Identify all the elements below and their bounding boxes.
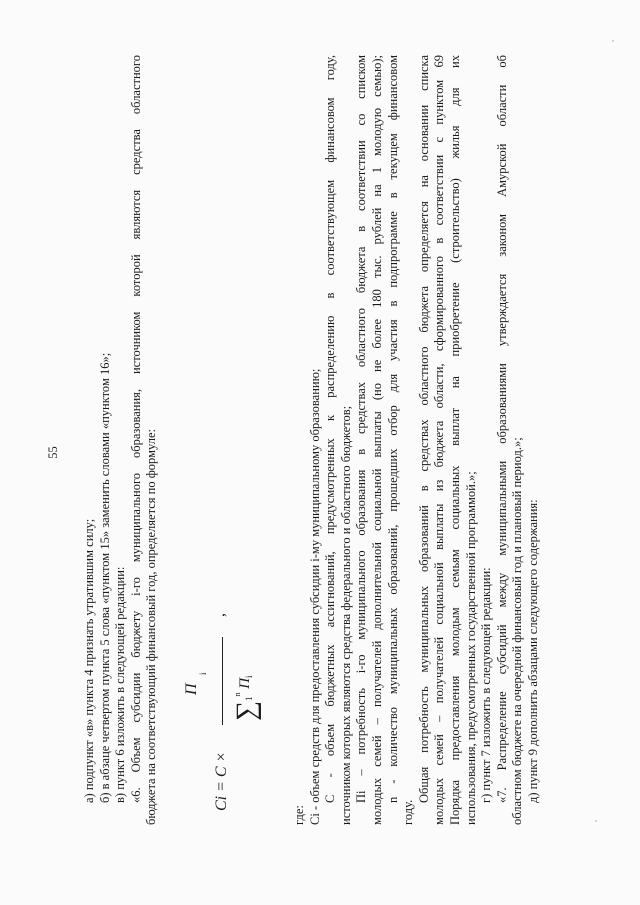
- denominator-var-sub: i: [243, 675, 254, 678]
- paragraph-block-1: [82, 55, 160, 825]
- text-line: С - объем бюджетных ассигнований, предусмотренных к распределению в соответствующем финансовом году,: [323, 55, 338, 803]
- text-line: «6. Объем субсидии бюджету i-го муниципального образования, источником которой являются средства областного: [128, 55, 143, 803]
- formula-lhs: Ci = C ×: [212, 751, 230, 811]
- paragraph-block-2: [292, 55, 542, 825]
- formula-denominator: [230, 675, 262, 721]
- text-line: д) пункт 9 дополнить абзацами следующего содержания:: [525, 499, 540, 803]
- scan-speck: [595, 820, 597, 822]
- text-line: Порядка предоставления молодым семьям социальных выплат на приобретение (строительство) жилья для их: [447, 55, 462, 825]
- text-line: использования, предусмотренных государственной программой.»;: [463, 471, 478, 825]
- text-line: молодых семей – получателей социальной выплаты из бюджета области, сформированного в соответствии с пунктом 69: [432, 55, 447, 825]
- text-line: а) подпункт «в» пункта 4 признать утратившим силу;: [82, 518, 96, 803]
- text-line: «7. Распределение субсидий между муниципальными образованиями утверждается законом Амурской области об: [494, 55, 509, 803]
- text-line: n - количество муниципальных образований, прошедших отбор для участия в подпрограмме в текущем финансовом: [385, 55, 400, 803]
- formula: [166, 55, 278, 825]
- text-line: б) в абзаце четвертом пункта 5 слова «пунктом 15» заменить словами «пунктом 16»;: [97, 352, 112, 803]
- text-line: источником которых являются средства федерального и областного бюджетов;: [338, 405, 353, 825]
- page-number: 55: [46, 446, 60, 459]
- text-line: бюджета на соответствующий финансовый год, определяется по формуле:: [144, 429, 159, 825]
- text-line: в) пункт 6 изложить в следующей редакции:: [113, 566, 128, 803]
- fraction-bar: [222, 637, 223, 725]
- sum-lower: 1: [243, 696, 254, 702]
- sum-upper: n: [232, 692, 242, 697]
- text-line: г) пункт 7 изложить в следующей редакции:: [479, 567, 494, 803]
- text-line: Пi – потребность i-го муниципального образования в средствах областного бюджета в соответствии со списком: [354, 55, 369, 803]
- scan-speck: [612, 40, 614, 42]
- text-line: областном бюджете на очередной финансовый год и плановый период.»;: [510, 437, 525, 825]
- document-body: [82, 55, 541, 825]
- denominator-var: П: [236, 677, 253, 689]
- text-line: году.: [401, 799, 416, 825]
- formula-comma: ,: [210, 613, 228, 617]
- text-line: молодых семей – получателей дополнительной социальной выплаты (но не более 180 тыс. рублей на 1 молодую семью);: [369, 55, 384, 825]
- formula-numerator-sub: i: [197, 672, 208, 675]
- formula-numerator: П: [182, 683, 200, 695]
- text-line: Ci - объем средств для предоставления субсидии i-му муниципальному образованию;: [307, 368, 322, 825]
- text-line: Общая потребность муниципальных образований в средствах областного бюджета определяется на основании списка: [416, 55, 431, 803]
- sum-symbol: ∑: [230, 701, 262, 721]
- text-line: где:: [291, 805, 306, 825]
